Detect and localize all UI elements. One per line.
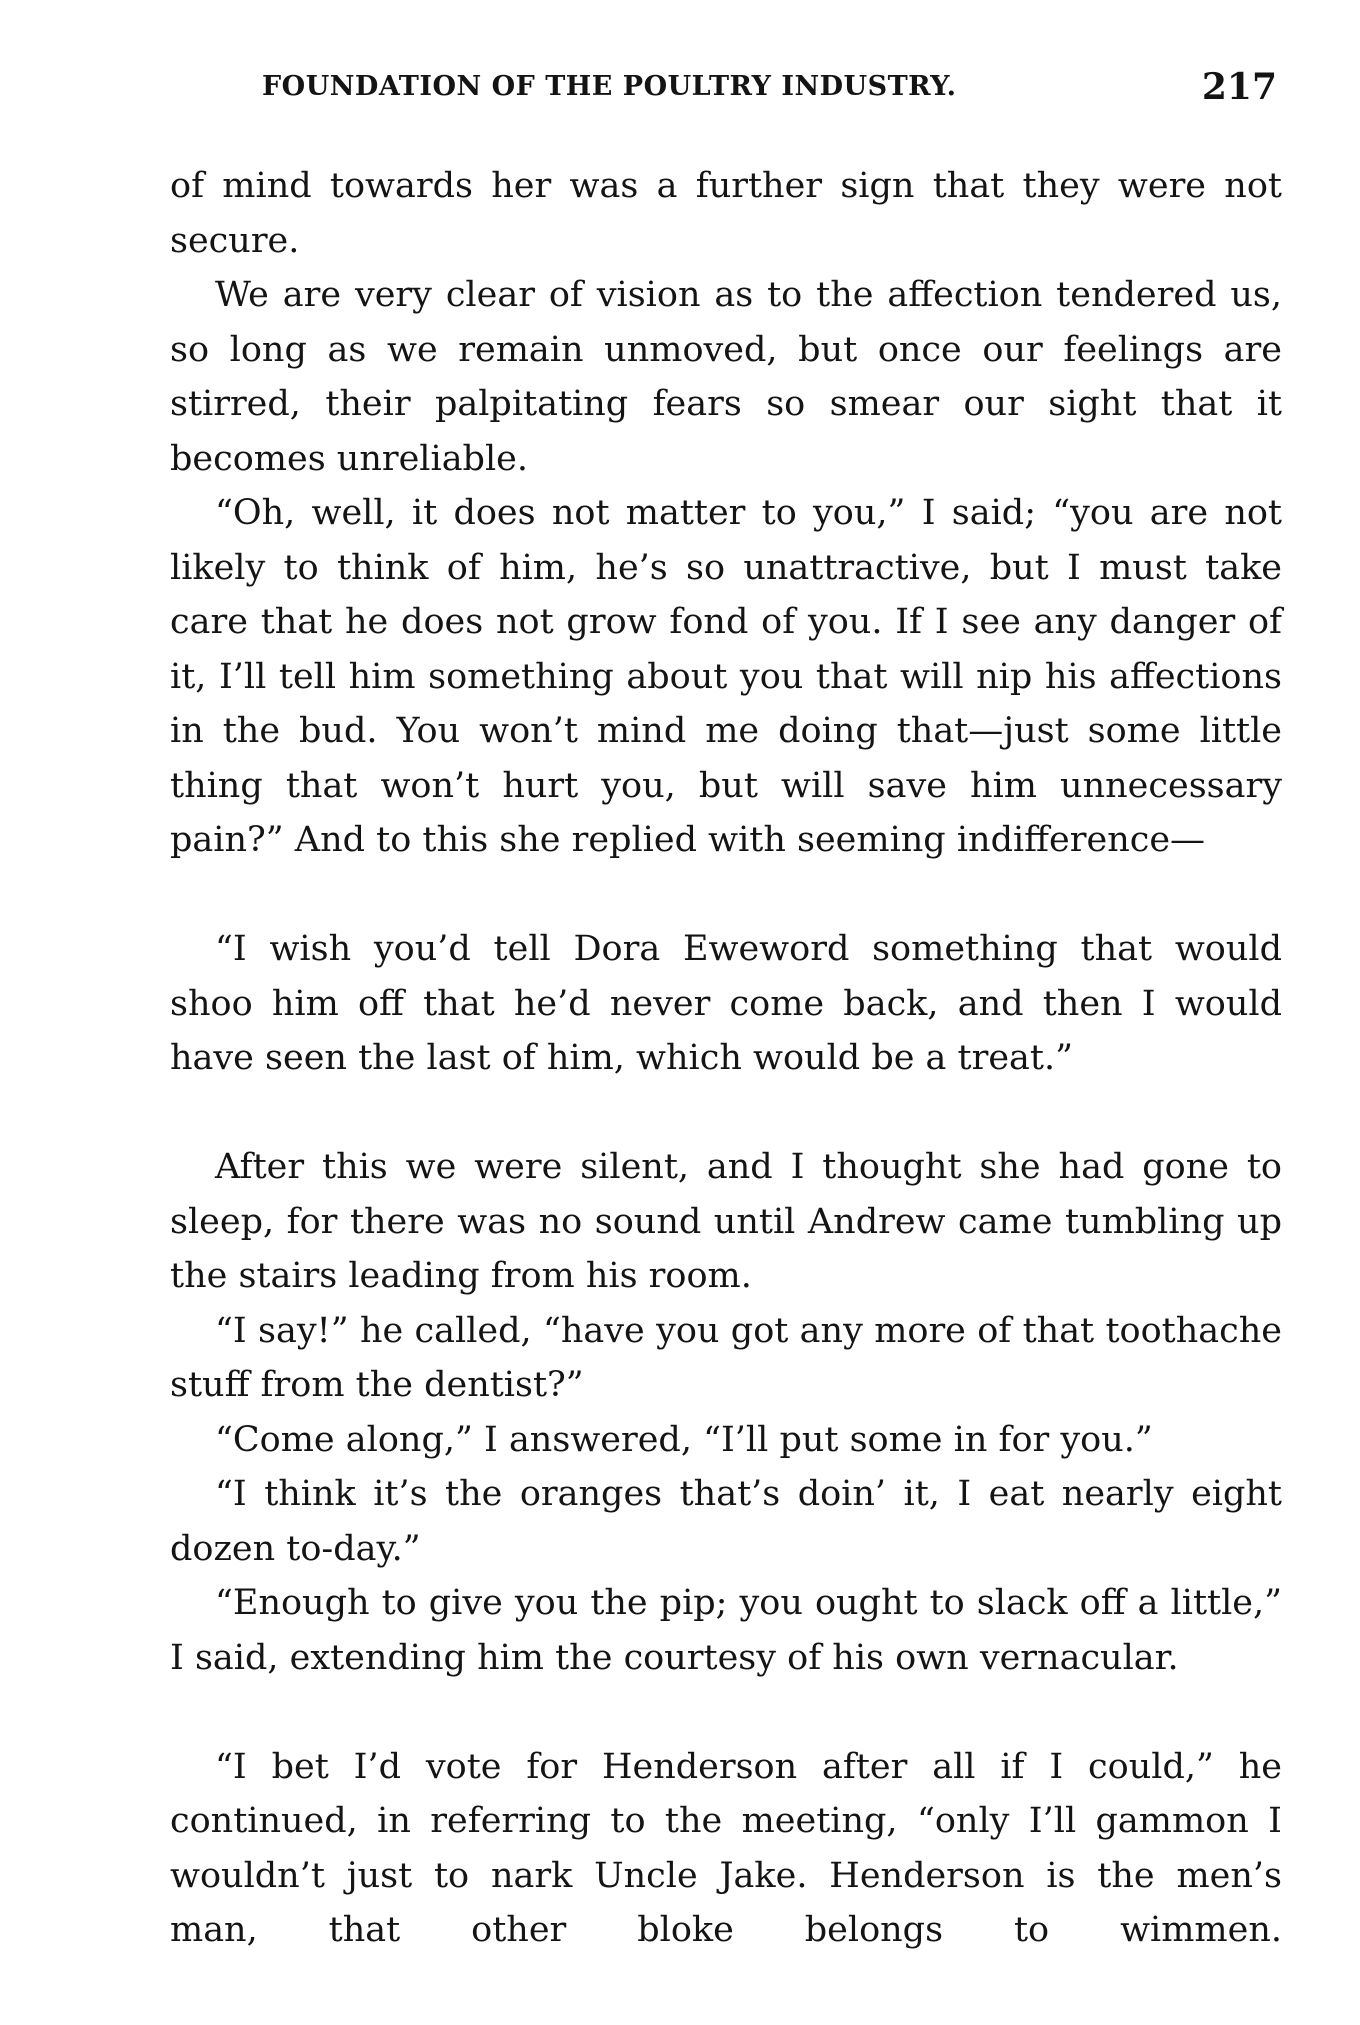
paragraph: “I say!” he called, “have you got any more of that toothache stuff from the dentist?”	[170, 1310, 1282, 1405]
running-title: FOUNDATION OF THE POULTRY INDUSTRY.	[262, 71, 957, 102]
paragraph: of mind towards her was a further sign that they were not secure.	[170, 166, 1282, 261]
paragraph: “Oh, well, it does not matter to you,” I said; “you are not likely to think of him, he’s so unattractive, but I must take care that he does not grow fond of you. If I see any danger of it, I’ll tell him something about you that will nip his affections in the bud. You won’t mind me doing that—just some little thing that won’t hurt you, but will save him unnecessary pain?” And to this she replied with seeming indifference—	[170, 493, 1282, 860]
paragraph: “I wish you’d tell Dora Eweword something that would shoo him off that he’d never come back, and then I would have seen the last of him, which would be a treat.”	[170, 929, 1282, 1078]
paragraph: “I bet I’d vote for Henderson after all if I could,” he continued, in referring to the meeting, “only I’ll gammon I wouldn’t just to nark Uncle Jake. Henderson is the men’s man, that other bloke belongs to wimmen.	[170, 1746, 1282, 1950]
paragraph: “Come along,” I answered, “I’ll put some in for you.”	[215, 1419, 1153, 1460]
paragraph: We are very clear of vision as to the affection tendered us, so long as we remain unmoved, but once our feelings are stirred, their palpitating fears so smear our sight that it becomes unreliable.	[170, 275, 1282, 479]
paragraph: “Enough to give you the pip; you ought to slack off a little,” I said, extending him the courtesy of his own vernacular.	[170, 1583, 1282, 1678]
page-header	[262, 62, 1277, 112]
paragraph: After this we were silent, and I thought she had gone to sleep, for there was no sound until Andrew came tumbling up the stairs leading from his room.	[170, 1147, 1282, 1296]
page-number: 217	[1201, 66, 1277, 108]
page-body	[170, 159, 1282, 1958]
paragraph: “I think it’s the oranges that’s doin’ it, I eat nearly eight dozen to-day.”	[170, 1474, 1282, 1569]
